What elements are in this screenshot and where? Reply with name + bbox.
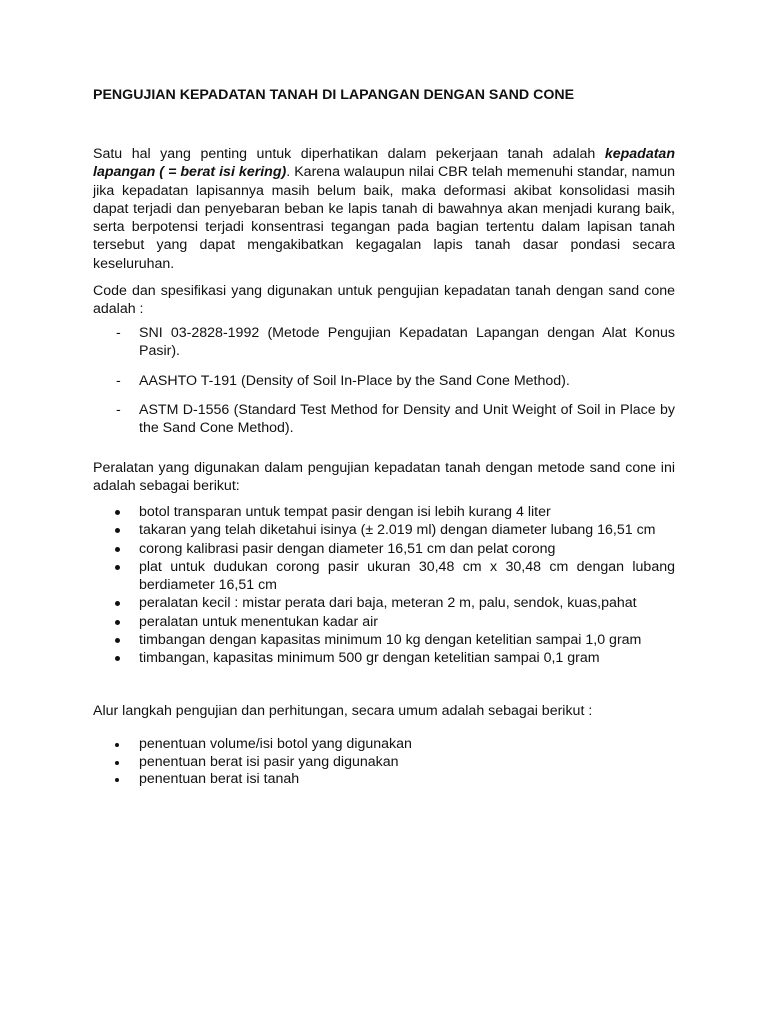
list-item: [93, 503, 675, 521]
steps-intro-paragraph: Alur langkah pengujian dan perhitungan, secara umum adalah sebagai berikut :: [93, 703, 593, 719]
bullet-icon: [115, 510, 120, 515]
list-item: [93, 613, 675, 631]
list-item-text: plat untuk dudukan corong pasir ukuran 30,48 cm x 30,48 cm dengan lubang berdiameter 16,51 cm: [139, 558, 675, 594]
list-item-text: timbangan dengan kapasitas minimum 10 kg dengan ketelitian sampai 1,0 gram: [139, 632, 642, 649]
intro-text-after: . Karena walaupun nilai CBR telah memenuhi standar, namun jika kepadatan lapisannya masih belum baik, maka deformasi akibat konsolidasi masih dapat terjadi dan penyebaran beban ke lapis tanah di bawahnya akan menjadi kurang baik, serta berpotensi terjadi konsentrasi tegangan pada bagian tertentu dalam lapisan tanah tersebut yang dapat mengakibatkan kegagalan lapis tanah dasar pondasi secara keseluruhan.: [93, 164, 675, 272]
dash-marker: -: [116, 401, 121, 418]
bullet-icon: [115, 778, 119, 782]
list-item: [93, 594, 675, 612]
list-item-text: peralatan kecil : mistar perata dari baja, meteran 2 m, palu, sendok, kuas,pahat: [139, 595, 637, 612]
intro-paragraph: [93, 145, 675, 273]
bullet-icon: [115, 601, 120, 606]
equipment-intro-paragraph: Peralatan yang digunakan dalam pengujian kepadatan tanah dengan metode sand cone ini adalah sebagai berikut:: [93, 460, 675, 495]
list-item-text: AASHTO T-191 (Density of Soil In-Place by the Sand Cone Method).: [139, 372, 570, 389]
list-item-text: takaran yang telah diketahui isinya (± 2.019 ml) dengan diameter lubang 16,51 cm: [139, 522, 656, 539]
list-item: [93, 324, 675, 361]
document-title: PENGUJIAN KEPADATAN TANAH DI LAPANGAN DENGAN SAND CONE: [93, 87, 575, 103]
list-item-text: corong kalibrasi pasir dengan diameter 16,51 cm dan pelat corong: [139, 540, 556, 557]
intro-emphasis: kepadatan lapangan ( = berat isi kering): [93, 146, 675, 181]
list-item-text: timbangan, kapasitas minimum 500 gr dengan ketelitian sampai 0,1 gram: [139, 650, 600, 667]
list-item: [93, 558, 675, 595]
equipment-list: [93, 503, 675, 668]
bullet-icon: [115, 620, 120, 625]
dash-marker: -: [116, 325, 121, 341]
list-item-text: penentuan berat isi pasir yang digunakan: [139, 753, 399, 770]
bullet-icon: [115, 656, 120, 661]
list-item-text: SNI 03-2828-1992 (Metode Pengujian Kepadatan Lapangan dengan Alat Konus Pasir).: [139, 325, 675, 360]
dash-marker: -: [116, 372, 121, 389]
list-item-text: botol transparan untuk tempat pasir dengan isi lebih kurang 4 liter: [139, 504, 551, 520]
bullet-icon: [115, 528, 120, 533]
list-item: [93, 754, 675, 772]
list-item: [93, 521, 675, 539]
list-item: [93, 372, 675, 390]
list-item: [93, 540, 675, 558]
bullet-icon: [115, 547, 120, 552]
list-item-text: ASTM D-1556 (Standard Test Method for Density and Unit Weight of Soil in Place by the Sand Cone Method).: [139, 401, 675, 437]
bullet-icon: [115, 761, 119, 765]
codes-intro-paragraph: Code dan spesifikasi yang digunakan untuk pengujian kepadatan tanah dengan sand cone adalah :: [93, 283, 675, 318]
list-item: [93, 649, 675, 667]
codes-list: [93, 324, 675, 448]
bullet-icon: [115, 565, 120, 570]
list-item-text: penentuan volume/isi botol yang digunakan: [139, 736, 412, 752]
bullet-icon: [115, 638, 120, 643]
steps-list: [93, 736, 675, 789]
intro-text-before: Satu hal yang penting untuk diperhatikan dalam pekerjaan tanah adalah: [93, 146, 605, 162]
list-item: [93, 631, 675, 649]
bullet-icon: [115, 743, 119, 747]
list-item: [93, 401, 675, 438]
list-item-text: peralatan untuk menentukan kadar air: [139, 613, 378, 630]
list-item: [93, 771, 675, 789]
list-item: [93, 736, 675, 754]
list-item-text: penentuan berat isi tanah: [139, 771, 300, 788]
